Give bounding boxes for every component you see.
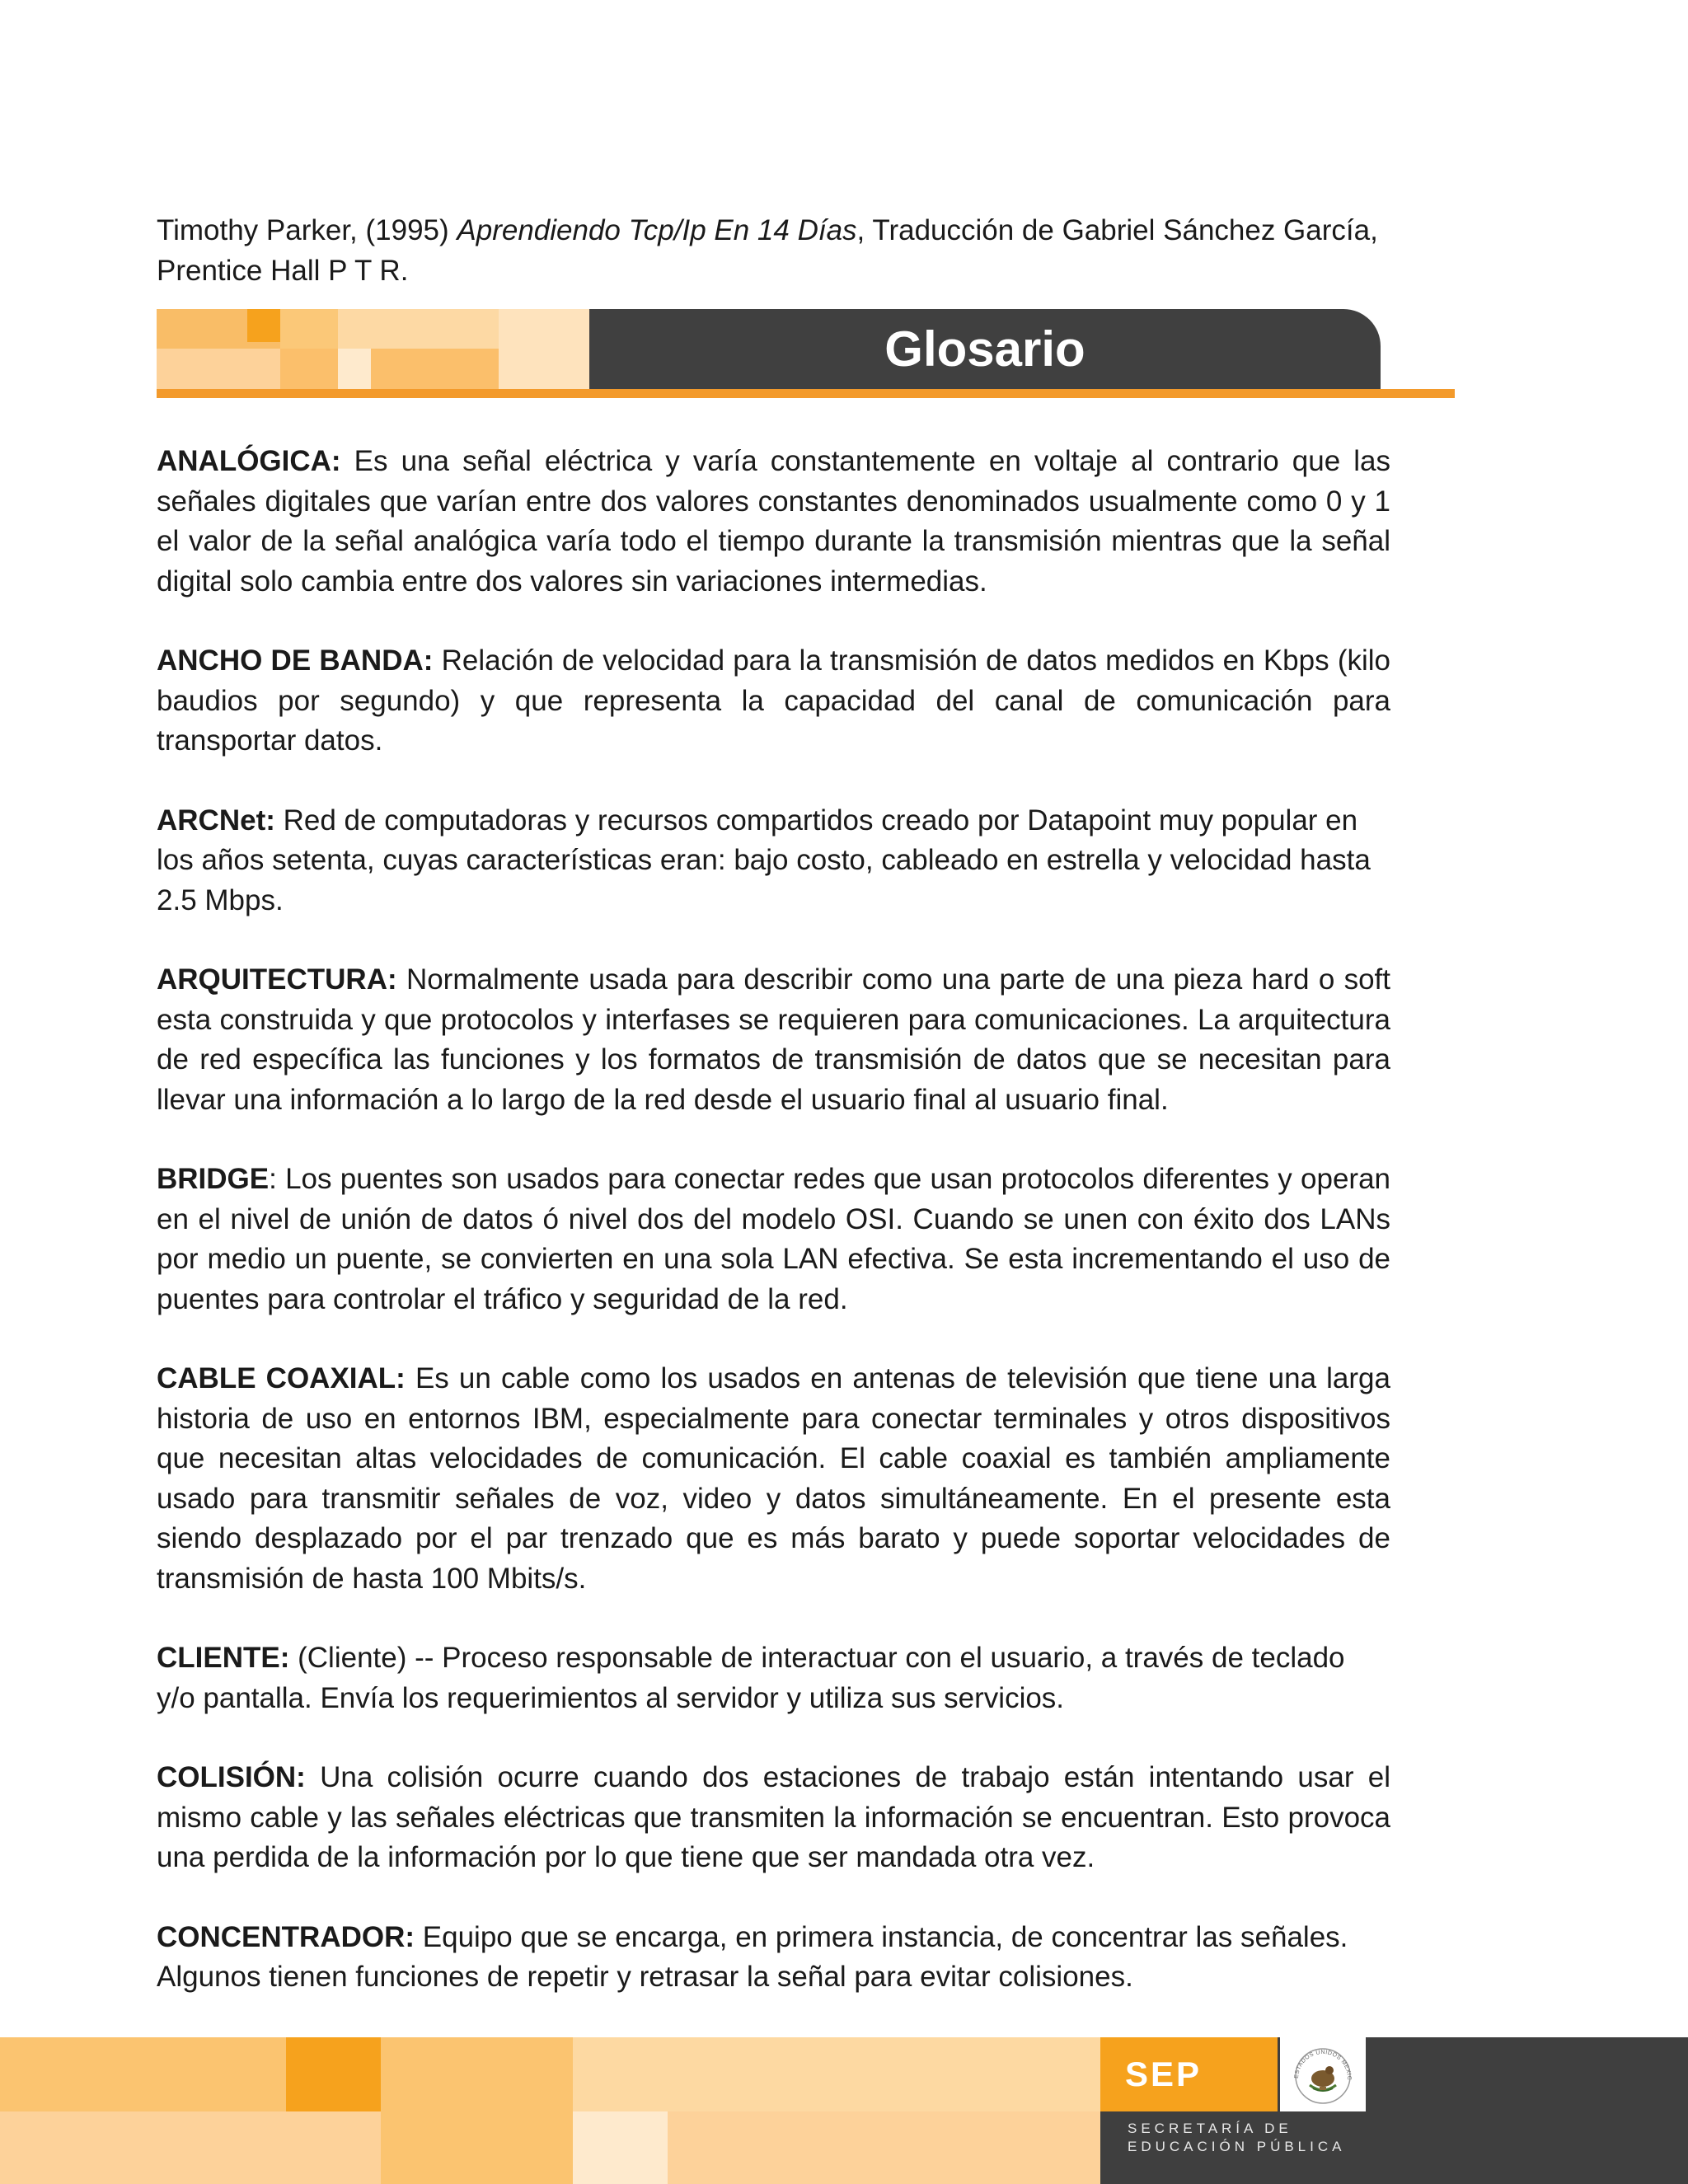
page-footer bbox=[0, 2037, 1688, 2184]
glossary-term: COLISIÓN: bbox=[157, 1761, 306, 1793]
banner-tile bbox=[371, 349, 499, 389]
glossary-definition: Normalmente usada para describir como una parte de una pieza hard o soft esta construida y que protocolos y interfases se requieren para comunicaciones. La arquitectura de red específica las funciones y los formatos de transmisión de datos que se necesitan para llevar una información a lo largo de la red desde el usuario final al usuario final. bbox=[157, 963, 1390, 1116]
footer-tile bbox=[0, 2037, 286, 2111]
glossary-definition: Equipo que se encarga, en primera instancia, de concentrar las señales. Algunos tienen funciones de repetir y retrasar la señal para evitar colisiones. bbox=[157, 1920, 1348, 1993]
glossary-term: CONCENTRADOR: bbox=[157, 1920, 415, 1953]
mexican-seal-icon bbox=[1280, 2037, 1366, 2111]
glossary-term: BRIDGE bbox=[157, 1163, 270, 1195]
sep-logo: SEP bbox=[1100, 2037, 1278, 2111]
section-banner bbox=[157, 309, 1455, 401]
glossary-term: CLIENTE: bbox=[157, 1642, 290, 1674]
glossary-definition: Relación de velocidad para la transmisión de datos medidos en Kbps (kilo baudios por segundo) y que representa la capacidad del canal de comunicación para transportar datos. bbox=[157, 644, 1390, 757]
footer-tile bbox=[668, 2111, 1100, 2184]
glossary-entry-concentrador bbox=[157, 1918, 1390, 1998]
banner-underline bbox=[157, 389, 1455, 398]
reference-author: Timothy Parker, (1995) bbox=[157, 214, 457, 246]
banner-tile bbox=[499, 309, 589, 389]
glossary-term: ARCNet: bbox=[157, 804, 275, 837]
glossary-definition: Una colisión ocurre cuando dos estaciones de trabajo están intentando usar el mismo cable y las señales eléctricas que transmiten la información se encuentran. Esto provoca una perdida de la información por lo que tiene que ser mandada otra vez. bbox=[157, 1761, 1390, 1873]
glossary-definition: (Cliente) -- Proceso responsable de interactuar con el usuario, a través de teclado y/o pantalla. Envía los requerimientos al servidor y utiliza sus servicios. bbox=[157, 1642, 1345, 1714]
banner-tile bbox=[280, 349, 338, 389]
footer-tile bbox=[573, 2037, 1100, 2111]
glossary-entry-colision bbox=[157, 1758, 1390, 1878]
section-title: Glosario bbox=[884, 321, 1085, 377]
glossary-entry-analogica bbox=[157, 442, 1390, 602]
glossary-entry-ancho-de-banda bbox=[157, 641, 1390, 762]
glossary-list bbox=[157, 442, 1390, 2037]
sep-subtitle-line1: SECRETARÍA DE bbox=[1128, 2121, 1292, 2136]
footer-tile bbox=[0, 2111, 381, 2184]
reference-details: , Traducción de Gabriel Sánchez García, Prentice Hall P T R. bbox=[157, 214, 1378, 287]
seal-lettering: ESTADOS UNIDOS MEXIC bbox=[1293, 2049, 1353, 2081]
footer-tile bbox=[286, 2037, 381, 2111]
glossary-term: ANCHO DE BANDA: bbox=[157, 644, 434, 677]
glossary-term: ANALÓGICA: bbox=[157, 445, 341, 477]
banner-tile bbox=[247, 309, 280, 342]
glossary-entry-arcnet bbox=[157, 801, 1390, 921]
footer-tile bbox=[381, 2037, 573, 2184]
glossary-entry-cable-coaxial bbox=[157, 1359, 1390, 1599]
bibliography-reference bbox=[157, 210, 1393, 291]
glossary-definition: Es un cable como los usados en antenas de televisión que tiene una larga historia de uso en entornos IBM, especialmente para conectar terminales y otros dispositivos que necesitan altas velocidades de comunicación. El cable coaxial es también ampliamente usado para transmitir señales de voz, video y datos simultáneamente. En el presente esta siendo desplazado por el par trenzado que es más barato y puede soportar velocidades de transmisión de hasta 100 Mbits/s. bbox=[157, 1362, 1390, 1595]
glossary-definition: : Los puentes son usados para conectar redes que usan protocolos diferentes y operan en el nivel de unión de datos ó nivel dos del modelo OSI. Cuando se unen con éxito dos LANs por medio un puente, se convierten en una sola LAN efectiva. Se esta incrementando el uso de puentes para controlar el tráfico y seguridad de la red. bbox=[157, 1163, 1390, 1315]
banner-tile bbox=[157, 349, 280, 389]
sep-subtitle-line2: EDUCACIÓN PÚBLICA bbox=[1128, 2139, 1346, 2154]
banner-tile bbox=[338, 309, 499, 349]
reference-title: Aprendiendo Tcp/Ip En 14 Días bbox=[457, 214, 857, 246]
glossary-term: CABLE COAXIAL: bbox=[157, 1362, 406, 1394]
footer-tile bbox=[573, 2111, 668, 2184]
banner-tile bbox=[338, 349, 371, 389]
banner-tile bbox=[280, 309, 338, 349]
glossary-term: ARQUITECTURA: bbox=[157, 963, 397, 996]
glossary-entry-bridge bbox=[157, 1160, 1390, 1319]
glossary-entry-arquitectura bbox=[157, 960, 1390, 1120]
glossary-definition: Es una señal eléctrica y varía constantemente en voltaje al contrario que las señales digitales que varían entre dos valores constantes denominados usualmente como 0 y 1 el valor de la señal analógica varía todo el tiempo durante la transmisión mientras que la señal digital solo cambia entre dos valores sin variaciones intermedias. bbox=[157, 445, 1390, 598]
glossary-definition: Red de computadoras y recursos compartidos creado por Datapoint muy popular en los años setenta, cuyas características eran: bajo costo, cableado en estrella y velocidad hasta 2.5 Mbps. bbox=[157, 804, 1371, 916]
glossary-entry-cliente bbox=[157, 1638, 1390, 1718]
